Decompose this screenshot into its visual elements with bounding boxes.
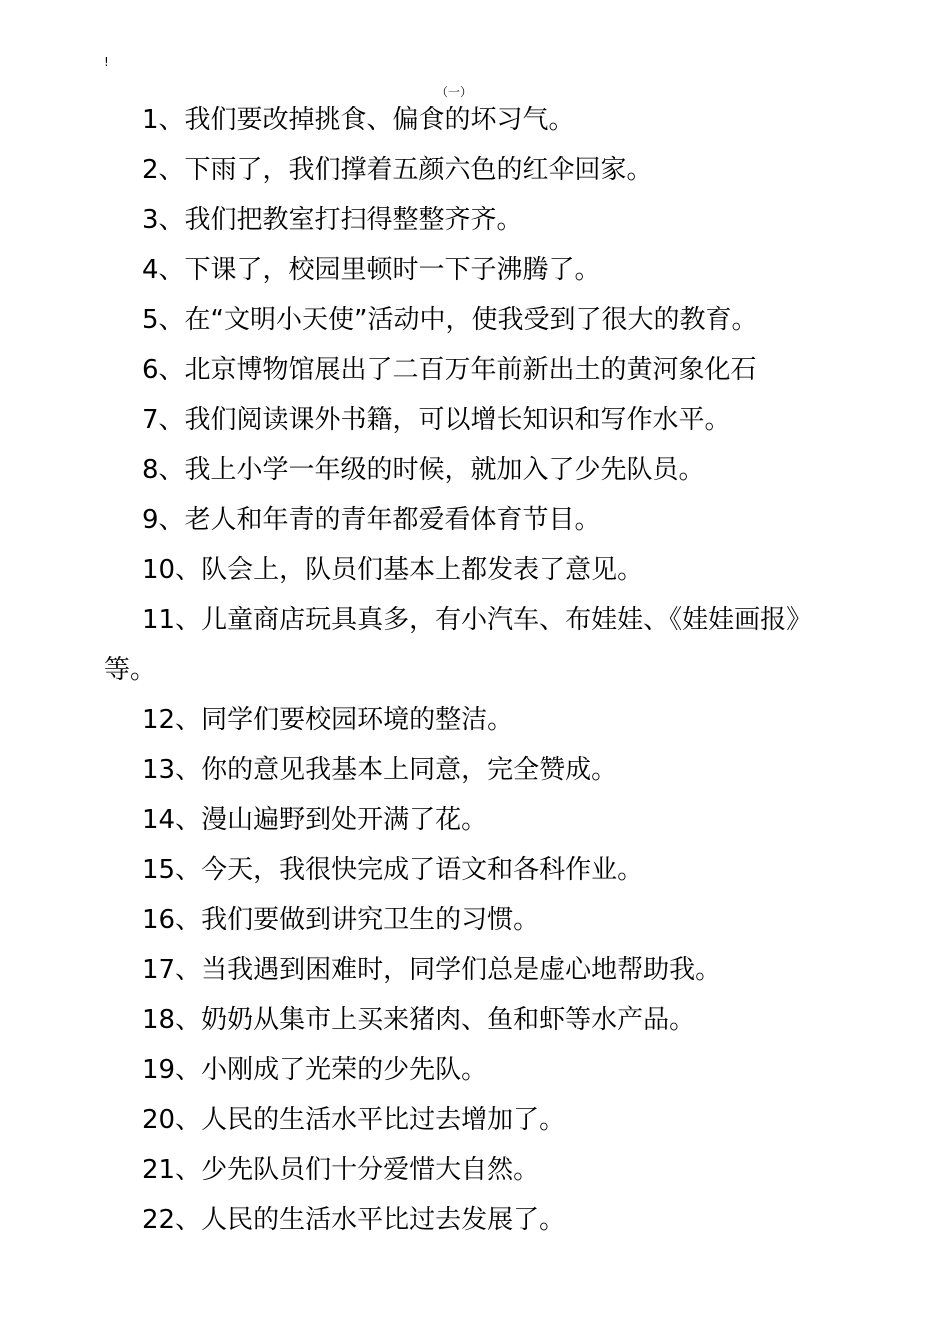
sentence-22: 22、人民的生活水平比过去发展了。: [142, 1205, 566, 1235]
sentence-15: 15、今天，我很快完成了语文和各科作业。: [142, 855, 644, 885]
sentence-6: 6、北京博物馆展出了二百万年前新出土的黄河象化石: [142, 355, 757, 385]
sentence-5: 5、在“文明小天使”活动中，使我受到了很大的教育。: [142, 305, 758, 335]
sentence-11-continuation: 等。: [104, 655, 157, 685]
sentence-19: 19、小刚成了光荣的少先队。: [142, 1055, 488, 1085]
sentence-20: 20、人民的生活水平比过去增加了。: [142, 1105, 566, 1135]
sentence-18: 18、奶奶从集市上买来猪肉、鱼和虾等水产品。: [142, 1005, 696, 1035]
sentence-16: 16、我们要做到讲究卫生的习惯。: [142, 905, 540, 935]
sentence-2: 2、下雨了，我们撑着五颜六色的红伞回家。: [142, 155, 653, 185]
section-label: （一）: [436, 85, 473, 99]
sentence-list: [0, 95, 950, 1245]
sentence-10: 10、队会上，队员们基本上都发表了意见。: [142, 555, 644, 585]
sentence-11: 11、儿童商店玩具真多，有小汽车、布娃娃、《娃娃画报》: [142, 605, 813, 635]
sentence-13: 13、你的意见我基本上同意，完全赞成。: [142, 755, 618, 785]
sentence-17: 17、当我遇到困难时，同学们总是虚心地帮助我。: [142, 955, 722, 985]
sentence-12: 12、同学们要校园环境的整洁。: [142, 705, 514, 735]
sentence-21: 21、少先队员们十分爱惜大自然。: [142, 1155, 540, 1185]
sentence-1: 1、我们要改掉挑食、偏食的坏习气。: [142, 105, 575, 135]
sentence-4: 4、下课了，校园里顿时一下子沸腾了。: [142, 255, 601, 285]
sentence-3: 3、我们把教室打扫得整整齐齐。: [142, 205, 523, 235]
sentence-14: 14、漫山遍野到处开满了花。: [142, 805, 488, 835]
sentence-9: 9、老人和年青的青年都爱看体育节目。: [142, 505, 601, 535]
sentence-7: 7、我们阅读课外书籍，可以增长知识和写作水平。: [142, 405, 731, 435]
corner-mark: !: [104, 55, 109, 69]
sentence-8: 8、我上小学一年级的时候，就加入了少先队员。: [142, 455, 705, 485]
